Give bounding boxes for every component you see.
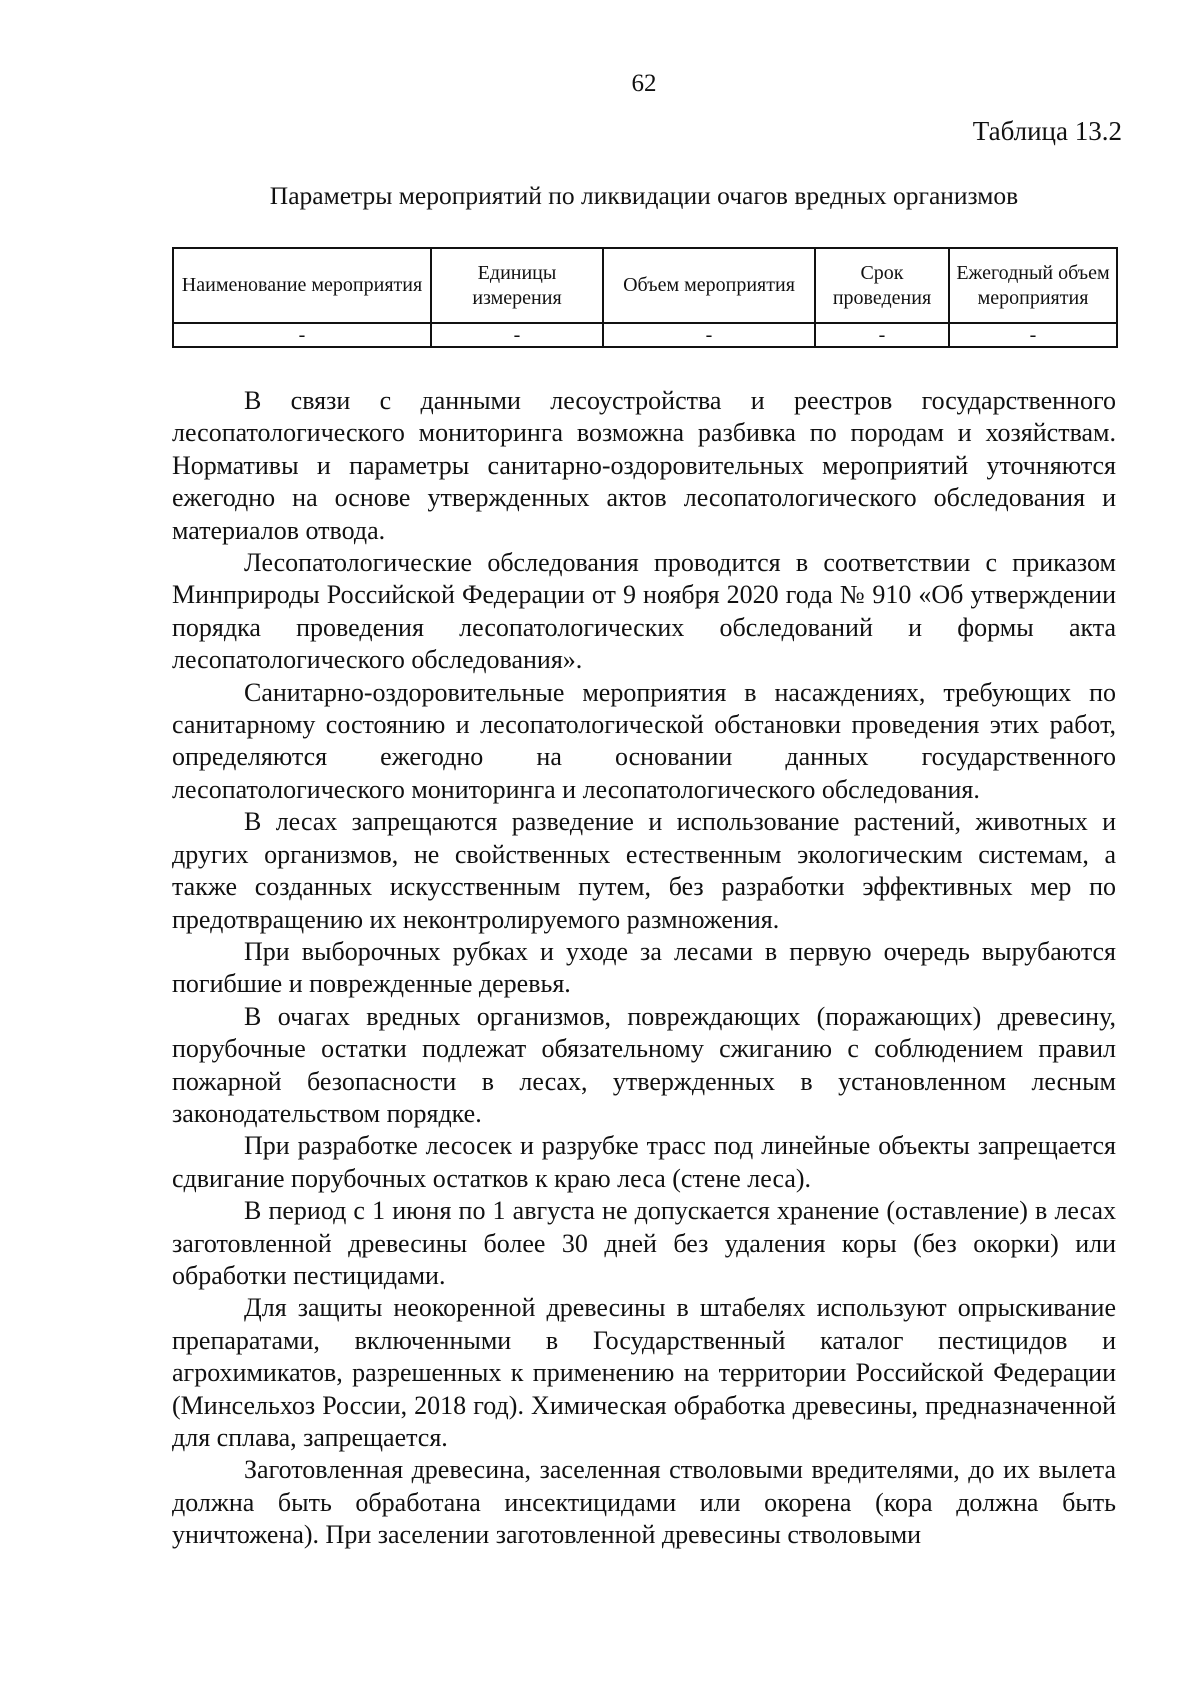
parameters-table <box>172 247 1118 348</box>
page-number: 62 <box>631 70 657 97</box>
table-header-row <box>173 248 1117 323</box>
header-period: Срок проведения <box>815 248 949 323</box>
paragraph: Для защиты неокоренной древесины в штабелях используют опрыскивание препаратами, включенными в Государственный каталог пестицидов и агрохимикатов, разрешенных к применению на территории Российской Федерации (Минсельхоз России, 2018 год). Химическая обработка древесины, предназначенной для сплава, запрещается. <box>172 1293 1116 1452</box>
body-text <box>172 385 1116 1552</box>
paragraph: В лесах запрещаются разведение и использование растений, животных и других организмов, не свойственных естественным экологическим системам, а также созданных искусственным путем, без разработки эффективных мер по предотвращению их неконтролируемого размножения. <box>172 807 1116 934</box>
table-cell: - <box>949 323 1117 347</box>
table-cell: - <box>431 323 603 347</box>
table-cell: - <box>603 323 815 347</box>
paragraph: При выборочных рубках и уходе за лесами в первую очередь вырубаются погибшие и поврежденные деревья. <box>172 936 1116 999</box>
header-annual-volume: Ежегодный объем мероприятия <box>949 248 1117 323</box>
header-volume: Объем мероприятия <box>603 248 815 323</box>
paragraph: Санитарно-оздоровительные мероприятия в насаждениях, требующих по санитарному состоянию и лесопатологической обстановки проведения этих работ, определяются ежегодно на основании данных государственного лесопатологического мониторинга и лесопатологического обследования. <box>172 677 1116 804</box>
table-row <box>173 323 1117 347</box>
table-label: Таблица 13.2 <box>972 116 1122 146</box>
paragraph: В очагах вредных организмов, повреждающих (поражающих) древесину, порубочные остатки подлежат обязательному сжиганию с соблюдением правил пожарной безопасности в лесах, утвержденных в установленном лесным законодательством порядке. <box>172 1001 1116 1128</box>
paragraph: В связи с данными лесоустройства и реестров государственного лесопатологического мониторинга возможна разбивка по породам и хозяйствам. Нормативы и параметры санитарно-оздоровительных мероприятий уточняются ежегодно на основе утвержденных актов лесопатологического обследования и материалов отвода. <box>172 386 1116 545</box>
paragraph: При разработке лесосек и разрубке трасс под линейные объекты запрещается сдвигание порубочных остатков к краю леса (стене леса). <box>172 1131 1116 1193</box>
header-activity-name: Наименование мероприятия <box>173 248 431 323</box>
paragraph: В период с 1 июня по 1 августа не допускается хранение (оставление) в лесах заготовленной древесины более 30 дней без удаления коры (без окорки) или обработки пестицидами. <box>172 1196 1116 1290</box>
paragraph: Лесопатологические обследования проводится в соответствии с приказом Минприроды Российской Федерации от 9 ноября 2020 года № 910 «Об утверждении порядка проведения лесопатологических обследований и формы акта лесопатологического обследования». <box>172 548 1116 675</box>
table-cell: - <box>173 323 431 347</box>
paragraph: Заготовленная древесина, заселенная стволовыми вредителями, до их вылета должна быть обработана инсектицидами или окорена (кора должна быть уничтожена). При заселении заготовленной древесины стволовыми <box>172 1455 1116 1550</box>
header-units: Единицы измерения <box>431 248 603 323</box>
table-cell: - <box>815 323 949 347</box>
table-title: Параметры мероприятий по ликвидации очагов вредных организмов <box>269 181 1019 210</box>
